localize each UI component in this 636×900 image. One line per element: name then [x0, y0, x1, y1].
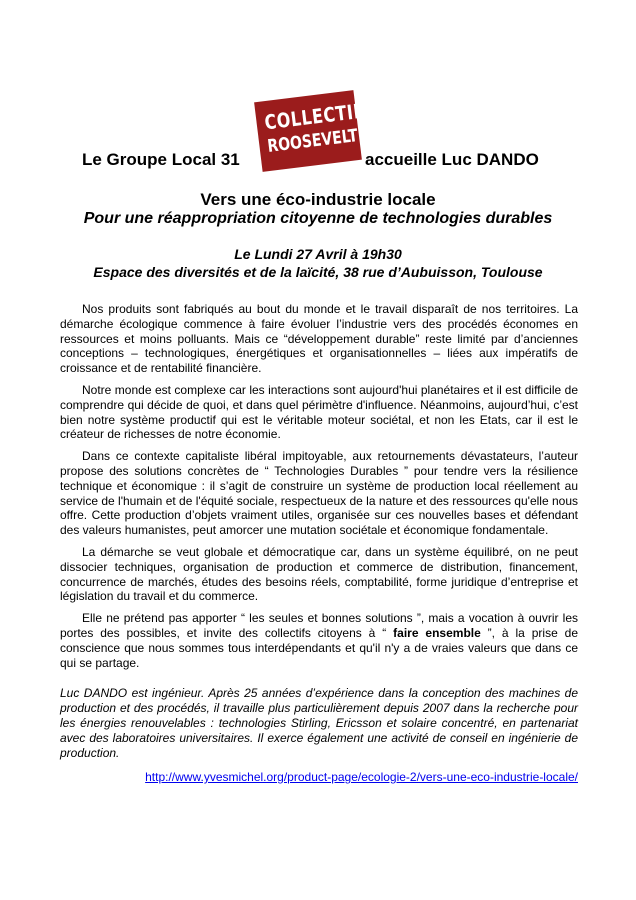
body-text: [60, 302, 578, 677]
page-title: Vers une éco-industrie locale: [200, 190, 436, 209]
paragraph-4: La démarche se veut globale et démocratique car, dans un système équilibré, on ne peut dissocier techniques, organisation de production et commerce de distribution, financement, concurrence de marchés, études des besoins réels, comptabilité, forme juridique d’entreprise et législation du travail et du commerce.: [60, 544, 578, 604]
paragraph-1: Nos produits sont fabriqués au bout du monde et le travail disparaît de nos territoires. La démarche écologique commence à faire évoluer l’industrie vers des procédés économes en ressources et moins polluants. Mais ce “développement durable” reste limité par d’anciennes conceptions – technologiques, énergétiques et organisationnelles – liées aux impératifs de croissance et de rentabilité financière.: [60, 302, 578, 376]
logo-line2: ROOSEVELT: [266, 126, 359, 157]
paragraph-2: Notre monde est complexe car les interactions sont aujourd'hui planétaires et il est difficile de comprendre qui décide de quoi, et dans quel périmètre d'influence. Néanmoins, aujourd’hui, c’est bien notre système productif qui est le véritable moteur sociétal, et non les Etats, car il est le créateur de richesses de notre économie.: [60, 382, 578, 442]
logo-stamp: [254, 90, 367, 172]
logo-line1: COLLECTIF: [263, 98, 367, 135]
source-link[interactable]: http://www.yvesmichel.org/product-page/ecologie-2/vers-une-eco-industrie-locale/: [145, 770, 578, 784]
event-place: Espace des diversités et de la laïcité, 38 rue d’Aubuisson, Toulouse: [93, 264, 543, 280]
header-welcomes: accueille Luc DANDO: [365, 150, 539, 169]
event-date: Le Lundi 27 Avril à 19h30: [234, 246, 402, 262]
collectif-roosevelt-logo: [258, 96, 367, 166]
paragraph-5-end: ”, à la prise de conscience que nous sommes tous interdépendants et qu'il n'y a de vraies valeurs que dans ce qui se partage.: [60, 625, 578, 670]
paragraph-5: [60, 611, 578, 670]
paragraph-5-bold: faire ensemble: [393, 625, 481, 640]
page-subtitle: Pour une réappropriation citoyenne de technologies durables: [83, 210, 553, 227]
paragraph-3: Dans ce contexte capitaliste libéral impitoyable, aux retournements dévastateurs, l’auteur propose des solutions concrètes de “ Technologies Durables ” pour tendre vers la résilience technique et économique : il s’agit de construire un système de production local réellement au service de l'humain et de l'équité sociale, respectueux de la nature et des ressources qu'elle nous offre. Cette production d’objets vraiment utiles, organisée sur ces nouvelles bases et défendant des valeurs humanistes, peut amorcer une mutation sociétale et économique fondamentale.: [60, 449, 578, 538]
paragraph-5-start: Elle ne prétend pas apporter “ les seules et bonnes solutions ”, mais a vocation à ouvrir les portes des possibles, et invite des collectifs citoyens à “: [60, 611, 578, 640]
author-bio: Luc DANDO est ingénieur. Après 25 années d’expérience dans la conception des machines de production et des procédés, il travaille plus particulièrement depuis 2007 dans la recherche pour les énergies renouvelables : technologies Stirling, Ericsson et solaire concentré, en partenariat avec des laboratoires universitaires. Il exerce également une activité de conseil en ingénierie de production.: [60, 686, 578, 760]
header-group-local: Le Groupe Local 31: [82, 150, 240, 169]
